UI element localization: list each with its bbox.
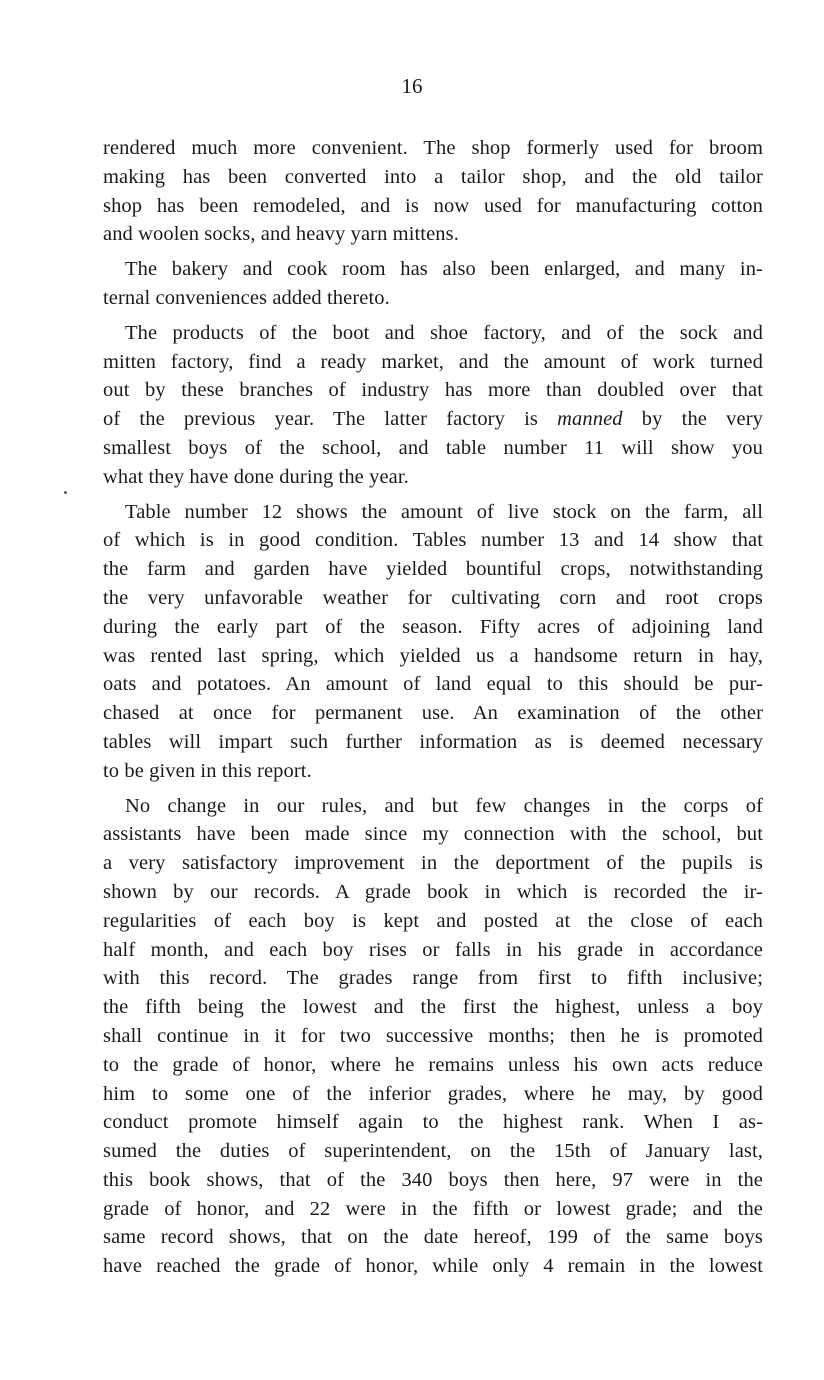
text-segment: of the previous year. The latter factory is [103,408,558,431]
text-line: sumed the duties of superintendent, on the 15th of January last, [103,1140,763,1163]
text-line: of which is in good condition. Tables number 13 and 14 show that [103,529,763,552]
text-line: have reached the grade of honor, while only 4 remain in the lowest [103,1255,763,1278]
text-line: half month, and each boy rises or falls in his grade in accordance [103,938,763,961]
text-line: was rented last spring, which yielded us a handsome return in hay, [103,644,763,667]
text-line: ternal conveniences added thereto. [103,286,390,309]
text-line: with this record. The grades range from first to fifth inclusive; [103,967,763,990]
text-line: The bakery and cook room has also been enlarged, and many in- [125,258,763,281]
text-line: grade of honor, and 22 were in the fifth or lowest grade; and the [103,1197,763,1220]
text-line: No change in our rules, and but few changes in the corps of [125,794,763,817]
page-number: 16 [401,74,423,98]
stray-ink-mark [64,491,67,494]
text-line: same record shows, that on the date hereof, 199 of the same boys [103,1226,763,1249]
text-line: The products of the boot and shoe factory, and of the sock and [125,321,763,344]
text-line: what they have done during the year. [103,465,409,488]
text-line: oats and potatoes. An amount of land equal to this should be pur- [103,673,763,696]
text-line: regularities of each boy is kept and posted at the close of each [103,909,763,932]
text-segment: by the very [622,408,763,431]
text-line: the very unfavorable weather for cultivating corn and root crops [103,586,763,609]
text-line: him to some one of the inferior grades, where he may, by good [103,1082,763,1105]
text-line: and woolen socks, and heavy yarn mittens. [103,223,459,246]
text-line: the fifth being the lowest and the first the highest, unless a boy [103,996,763,1019]
text-line: a very satisfactory improvement in the deportment of the pupils is [103,852,763,875]
body-text [103,134,763,1287]
text-line: assistants have been made since my connection with the school, but [103,823,763,846]
paragraph-5 [103,792,763,1282]
text-line: during the early part of the season. Fifty acres of adjoining land [103,615,763,638]
text-line-with-italic [103,405,763,434]
paragraph-2 [103,255,763,313]
paragraph-4 [103,498,763,786]
text-line: Table number 12 shows the amount of live stock on the farm, all [125,500,763,523]
text-line: chased at once for permanent use. An examination of the other [103,702,763,725]
text-line: the farm and garden have yielded bountiful crops, notwithstanding [103,558,763,581]
paragraph-3 [103,319,763,492]
text-line: tables will impart such further information as is deemed necessary [103,730,763,753]
text-line: out by these branches of industry has more than doubled over that [103,379,763,402]
text-line: shown by our records. A grade book in which is recorded the ir- [103,880,763,903]
italic-word: manned [557,408,623,431]
text-line: to be given in this report. [103,759,312,782]
text-line: shop has been remodeled, and is now used for manufacturing cotton [103,194,763,217]
text-line: this book shows, that of the 340 boys then here, 97 were in the [103,1168,763,1191]
text-line: to the grade of honor, where he remains unless his own acts reduce [103,1053,763,1076]
text-line: making has been converted into a tailor shop, and the old tailor [103,165,763,188]
text-line: mitten factory, find a ready market, and the amount of work turned [103,350,763,373]
text-line: rendered much more convenient. The shop formerly used for broom [103,137,763,159]
text-line: shall continue in it for two successive months; then he is promoted [103,1024,763,1047]
text-line: conduct promote himself again to the highest rank. When I as- [103,1111,763,1134]
text-line: smallest boys of the school, and table number 11 will show you [103,436,763,459]
paragraph-1 [103,134,763,249]
